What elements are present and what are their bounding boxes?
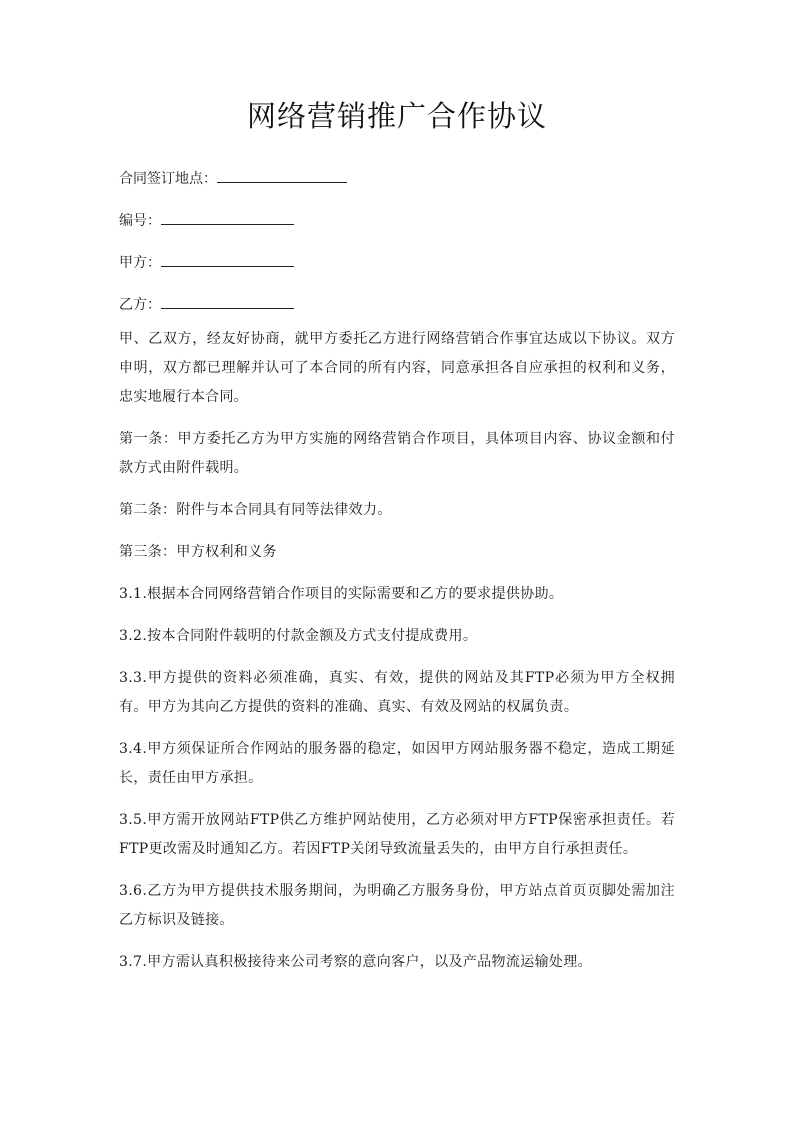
clause-3-4: 3.4.甲方须保证所合作网站的服务器的稳定，如因甲方网站服务器不稳定，造成工期延长，责任由甲方承担。 (119, 741, 675, 786)
field-label: 甲方： (119, 255, 161, 271)
header-fields (119, 166, 675, 334)
contract-number-blank[interactable] (161, 210, 294, 225)
party-b-blank[interactable] (161, 294, 294, 309)
field-party-a (119, 250, 675, 276)
party-a-blank[interactable] (161, 252, 294, 267)
document-body (119, 325, 675, 990)
clause-3-6: 3.6.乙方为甲方提供技术服务期间，为明确乙方服务身份，甲方站点首页页脚处需加注乙方标识及链接。 (119, 883, 675, 928)
field-label: 编号： (119, 213, 161, 229)
clause-3-2: 3.2.按本合同附件载明的付款金额及方式支付提成费用。 (119, 628, 478, 644)
signing-place-blank[interactable] (217, 168, 347, 183)
clause-3-1: 3.1.根据本合同网络营销合作项目的实际需要和乙方的要求提供协助。 (119, 586, 564, 602)
field-label: 合同签订地点： (119, 171, 217, 187)
field-contract-number (119, 208, 675, 234)
paragraph-preamble: 甲、乙双方，经友好协商，就甲方委托乙方进行网络营销合作事宜达成以下协议。双方申明，双方都已理解并认可了本合同的所有内容，同意承担各自应承担的权利和义务，忠实地履行本合同。 (119, 331, 675, 405)
field-label: 乙方： (119, 297, 161, 313)
clause-3-3: 3.3.甲方提供的资料必须准确，真实、有效，提供的网站及其FTP必须为甲方全权拥有。甲方为其向乙方提供的资料的准确、真实、有效及网站的权属负责。 (119, 670, 675, 715)
paragraph-article-1: 第一条：甲方委托乙方为甲方实施的网络营销合作项目，具体项目内容、协议金额和付款方式由附件载明。 (119, 431, 675, 476)
clause-3-7: 3.7.甲方需认真积极接待来公司考察的意向客户，以及产品物流运输处理。 (119, 954, 592, 970)
field-party-b (119, 292, 675, 318)
clause-3-5: 3.5.甲方需开放网站FTP供乙方维护网站使用，乙方必须对甲方FTP保密承担责任。若FTP更改需及时通知乙方。若因FTP关闭导致流量丢失的，由甲方自行承担责任。 (119, 812, 675, 857)
paragraph-article-3-heading: 第三条：甲方权利和义务 (119, 544, 277, 560)
field-signing-place (119, 166, 675, 192)
paragraph-article-2: 第二条：附件与本合同具有同等法律效力。 (119, 502, 392, 518)
document-title: 网络营销推广合作协议 (246, 99, 547, 133)
